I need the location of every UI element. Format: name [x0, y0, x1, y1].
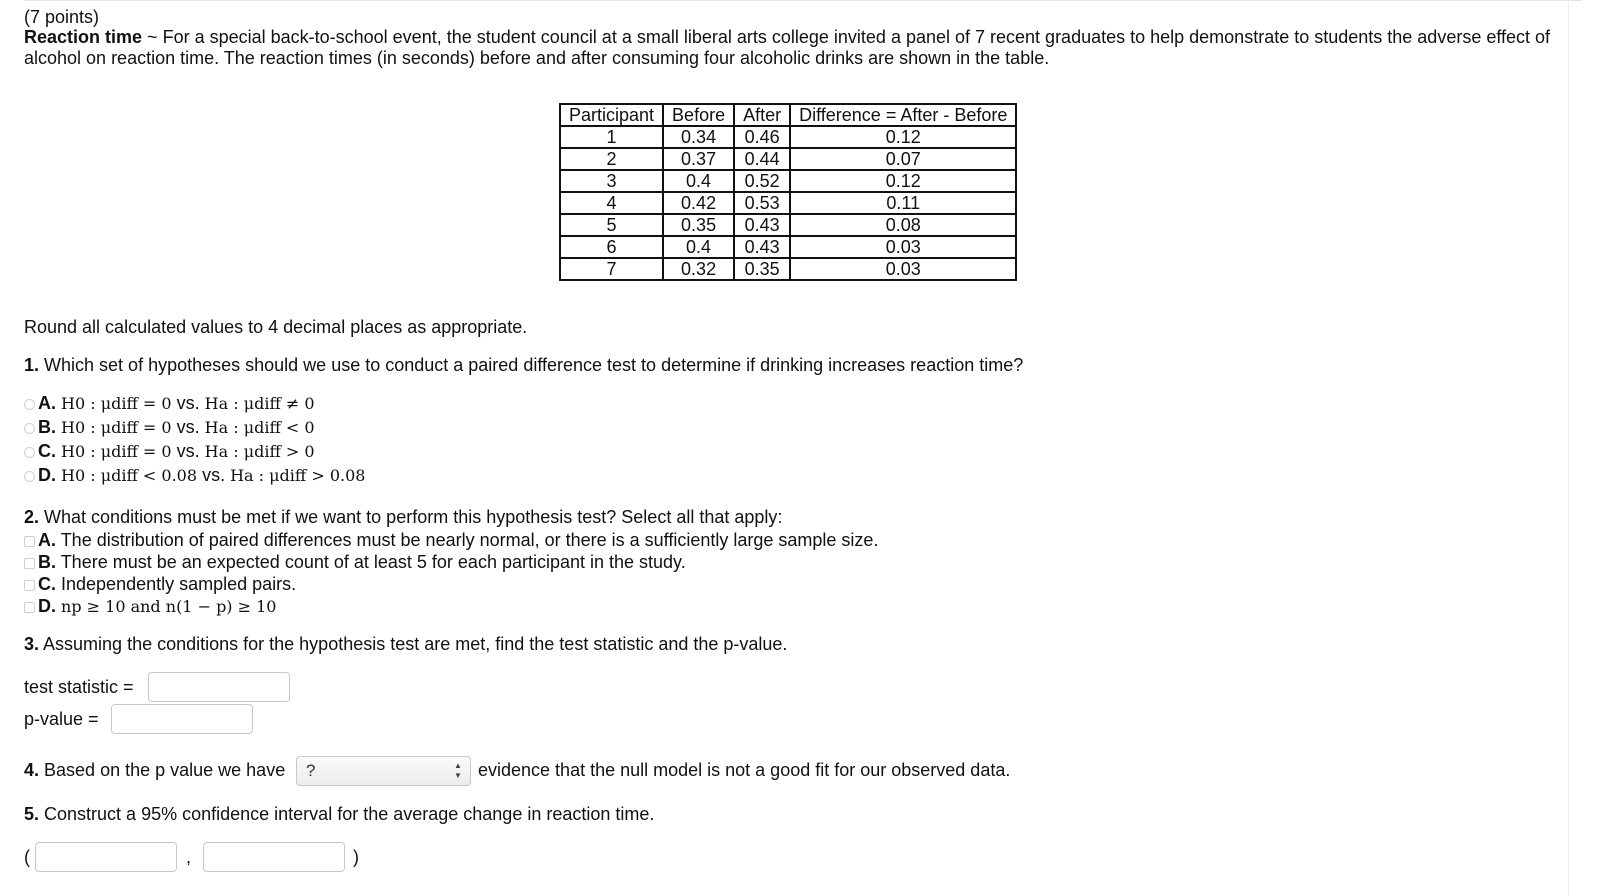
h0-expression: H0 : μdiff = 0 [61, 442, 172, 461]
question-4-number: 4. [24, 760, 40, 780]
h0-expression: H0 : μdiff = 0 [61, 418, 172, 437]
checkbox[interactable] [24, 558, 35, 569]
question-2-number: 2. [24, 507, 40, 527]
vs-label: vs. [176, 393, 200, 413]
table-row [560, 170, 1016, 192]
cell: 5 [560, 214, 663, 236]
table-header-row [560, 104, 1016, 126]
right-divider [1568, 0, 1569, 896]
cell: 4 [560, 192, 663, 214]
ha-expression: Ha : μdiff < 0 [204, 418, 315, 437]
option-letter: B. [38, 417, 56, 437]
cell: 2 [560, 148, 663, 170]
q1-option-a[interactable] [24, 392, 315, 414]
cell: 1 [560, 126, 663, 148]
cell: 0.43 [734, 214, 790, 236]
cell: 3 [560, 170, 663, 192]
option-letter: A. [38, 393, 56, 413]
col-before: Before [663, 104, 734, 126]
table-row [560, 214, 1016, 236]
top-divider [24, 0, 1582, 1]
table-row [560, 126, 1016, 148]
radio-button[interactable] [24, 471, 35, 482]
question-4-text-after: evidence that the null model is not a good fit for our observed data. [478, 760, 1011, 780]
open-paren: ( [24, 847, 30, 867]
cell: 0.07 [790, 148, 1016, 170]
option-formula: np ≥ 10 and n(1 − p) ≥ 10 [61, 597, 277, 616]
ha-expression: Ha : μdiff ≠ 0 [204, 394, 315, 413]
cell: 0.35 [734, 258, 790, 280]
question-4-text-before: Based on the p value we have [44, 760, 286, 780]
radio-button[interactable] [24, 447, 35, 458]
cell: 0.32 [663, 258, 734, 280]
cell: 0.37 [663, 148, 734, 170]
p-value-input[interactable] [111, 704, 253, 734]
cell: 0.12 [790, 170, 1016, 192]
radio-button[interactable] [24, 423, 35, 434]
option-letter: C. [38, 574, 56, 594]
q1-option-d[interactable] [24, 464, 365, 486]
question-5-number: 5. [24, 804, 40, 824]
q2-option-b[interactable] [24, 551, 686, 573]
col-participant: Participant [560, 104, 663, 126]
q2-option-a[interactable] [24, 529, 878, 551]
rounding-note: Round all calculated values to 4 decimal places as appropriate. [24, 317, 528, 337]
cell: 0.4 [663, 236, 734, 258]
cell: 0.46 [734, 126, 790, 148]
cell: 0.03 [790, 236, 1016, 258]
cell: 0.52 [734, 170, 790, 192]
problem-intro [24, 27, 1564, 69]
table-row [560, 148, 1016, 170]
q2-option-c[interactable] [24, 573, 296, 595]
cell: 0.53 [734, 192, 790, 214]
question-2 [24, 507, 782, 528]
cell: 0.44 [734, 148, 790, 170]
cell: 0.03 [790, 258, 1016, 280]
checkbox[interactable] [24, 602, 35, 613]
vs-label: vs. [202, 465, 226, 485]
question-4-before [24, 760, 285, 781]
cell: 0.43 [734, 236, 790, 258]
cell: 0.08 [790, 214, 1016, 236]
evidence-select[interactable] [296, 756, 471, 786]
comma-separator: , [186, 847, 192, 867]
test-statistic-label: test statistic = [24, 677, 134, 697]
cell: 0.35 [663, 214, 734, 236]
question-2-text: What conditions must be met if we want to perform this hypothesis test? Select all that apply: [44, 507, 783, 527]
checkbox[interactable] [24, 580, 35, 591]
p-value-label: p-value = [24, 709, 99, 729]
ci-lower-input[interactable] [35, 842, 177, 872]
cell: 0.11 [790, 192, 1016, 214]
question-5-text: Construct a 95% confidence interval for the average change in reaction time. [44, 804, 655, 824]
close-paren: ) [353, 847, 359, 867]
h0-expression: H0 : μdiff = 0 [61, 394, 172, 413]
points-label: (7 points) [24, 7, 100, 27]
option-letter: D. [38, 596, 56, 616]
checkbox[interactable] [24, 536, 35, 547]
vs-label: vs. [176, 417, 200, 437]
question-3-number: 3. [24, 634, 40, 654]
h0-expression: H0 : μdiff < 0.08 [61, 466, 198, 485]
vs-label: vs. [176, 441, 200, 461]
cell: 0.12 [790, 126, 1016, 148]
ha-expression: Ha : μdiff > 0 [204, 442, 315, 461]
option-letter: D. [38, 465, 56, 485]
cell: 7 [560, 258, 663, 280]
table-row [560, 236, 1016, 258]
cell: 6 [560, 236, 663, 258]
table-row [560, 192, 1016, 214]
option-text: Independently sampled pairs. [61, 574, 297, 594]
cell: 0.42 [663, 192, 734, 214]
select-arrows-icon: ▲ ▼ [454, 761, 462, 780]
col-after: After [734, 104, 790, 126]
ci-upper-input[interactable] [203, 842, 345, 872]
question-3-text: Assuming the conditions for the hypothesis test are met, find the test statistic and the p-value. [43, 634, 788, 654]
question-1 [24, 355, 1023, 376]
q1-option-b[interactable] [24, 416, 315, 438]
cell: 0.4 [663, 170, 734, 192]
question-3 [24, 634, 787, 655]
option-letter: A. [38, 530, 56, 550]
question-5 [24, 804, 654, 825]
intro-text: For a special back-to-school event, the student council at a small liberal arts college invited a panel of 7 recent graduates to help demonstrate to students the adverse effect of alcohol on reaction time. The reaction times (in seconds) before and after consuming four alcoholic drinks are shown in the table. [24, 27, 1551, 68]
question-1-number: 1. [24, 355, 40, 375]
radio-button[interactable] [24, 399, 35, 410]
problem-title: Reaction time [24, 27, 143, 47]
q2-option-d[interactable] [24, 595, 276, 617]
table-row [560, 258, 1016, 280]
option-text: There must be an expected count of at least 5 for each participant in the study. [60, 552, 686, 572]
question-1-text: Which set of hypotheses should we use to conduct a paired difference test to determine if drinking increases reaction time? [44, 355, 1024, 375]
option-letter: C. [38, 441, 56, 461]
cell: 0.34 [663, 126, 734, 148]
evidence-select-value: ? [306, 761, 316, 780]
reaction-time-table [559, 103, 1017, 281]
q1-option-c[interactable] [24, 440, 315, 462]
title-separator: ~ [147, 27, 158, 47]
option-text: The distribution of paired differences must be nearly normal, or there is a sufficiently large sample size. [60, 530, 879, 550]
col-difference: Difference = After - Before [790, 104, 1016, 126]
ha-expression: Ha : μdiff > 0.08 [230, 466, 366, 485]
test-statistic-input[interactable] [148, 672, 290, 702]
option-letter: B. [38, 552, 56, 572]
